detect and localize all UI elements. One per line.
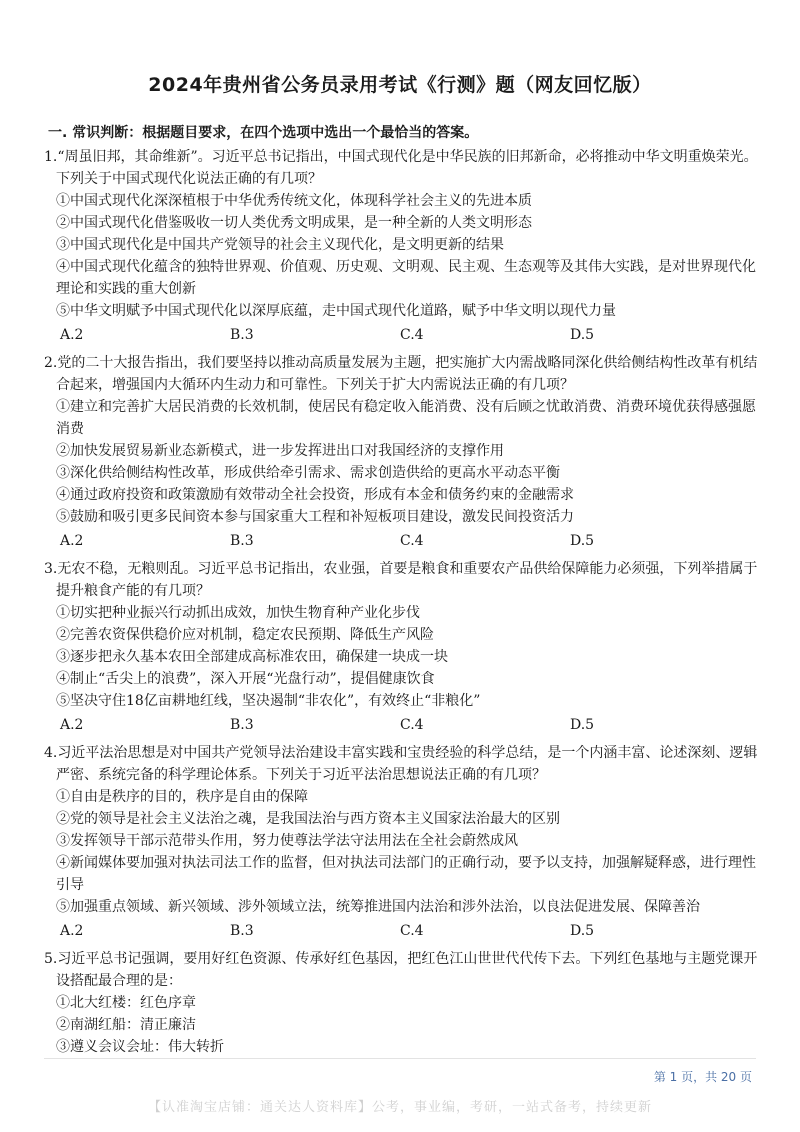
- statement-item: ④新闻媒体要加强对执法司法工作的监督，但对执法司法部门的正确行动，要予以支持，加强解疑释惑，进行理性引导: [56, 855, 756, 893]
- statement-item: ③中国式现代化是中国共产党领导的社会主义现代化，是文明更新的结果: [56, 237, 504, 253]
- statement-item: ①切实把种业振兴行动抓出成效，加快生物育种产业化步伐: [56, 605, 420, 621]
- page-indicator: 第 1 页，共 20 页: [653, 1070, 752, 1084]
- choice-a: A.2: [60, 327, 84, 343]
- statement-item: ①北大红楼：红色序章: [56, 995, 196, 1011]
- statement-item: ③深化供给侧结构性改革，形成供给牵引需求、需求创造供给的更高水平动态平衡: [56, 465, 560, 481]
- choice-b: B.3: [230, 533, 254, 549]
- choice-c: C.4: [400, 533, 424, 549]
- section-heading: 一. 常识判断：根据题目要求，在四个选项中选出一个最恰当的答案。: [48, 125, 479, 141]
- choice-a: A.2: [60, 717, 84, 733]
- choice-c: C.4: [400, 327, 424, 343]
- choice-a: A.2: [60, 923, 84, 939]
- question-2: [44, 352, 766, 552]
- choice-a: A.2: [60, 533, 84, 549]
- question-stem: 1.“周虽旧邦，其命维新”。习近平总书记指出，中国式现代化是中华民族的旧邦新命，必将推动中华文明重焕荣光。下列关于中国式现代化说法正确的有几项？: [44, 149, 758, 187]
- choice-c: C.4: [400, 923, 424, 939]
- statement-item: ③逐步把永久基本农田全部建成高标准农田，确保建一块成一块: [56, 649, 448, 665]
- question-stem: 2.党的二十大报告指出，我们要坚持以推动高质量发展为主题，把实施扩大内需战略同深化供给侧结构性改革有机结合起来，增强国内大循环内生动力和可靠性。下列关于扩大内需说法正确的有几项？: [44, 355, 758, 393]
- statement-item: ④中国式现代化蕴含的独特世界观、价值观、历史观、文明观、民主观、生态观等及其伟大实践，是对世界现代化理论和实践的重大创新: [56, 259, 756, 297]
- document-title: 2024年贵州省公务员录用考试《行测》题（网友回忆版）: [148, 74, 652, 96]
- choice-d: D.5: [570, 717, 595, 733]
- question-4: [44, 742, 766, 942]
- footer-divider: [44, 1058, 756, 1059]
- answer-choices: [44, 530, 766, 552]
- statement-item: ①中国式现代化深深植根于中华优秀传统文化，体现科学社会主义的先进本质: [56, 193, 532, 209]
- statement-item: ④制止“舌尖上的浪费”，深入开展“光盘行动”，提倡健康饮食: [56, 671, 435, 687]
- question-stem: 5.习近平总书记强调，要用好红色资源、传承好红色基因，把红色江山世世代代传下去。下列红色基地与主题党课开设搭配最合理的是：: [44, 951, 758, 989]
- statement-item: ①自由是秩序的目的，秩序是自由的保障: [56, 789, 308, 805]
- choice-d: D.5: [570, 923, 595, 939]
- statement-item: ⑤鼓励和吸引更多民间资本参与国家重大工程和补短板项目建设，激发民间投资活力: [56, 509, 574, 525]
- question-stem: 3.无农不稳，无粮则乱。习近平总书记指出，农业强，首要是粮食和重要农产品供给保障能力必须强，下列举措属于提升粮食产能的有几项？: [44, 561, 758, 599]
- statement-item: ⑤坚决守住18亿亩耕地红线，坚决遏制“非农化”，有效终止“非粮化”: [56, 693, 481, 709]
- statement-item: ③遵义会议会址：伟大转折: [56, 1039, 224, 1055]
- statement-item: ②完善农资保供稳价应对机制，稳定农民预期、降低生产风险: [56, 627, 434, 643]
- watermark-text: 【认准淘宝店铺：通关达人资料库】公考，事业编，考研，一站式备考，持续更新: [147, 1100, 652, 1115]
- choice-d: D.5: [570, 327, 595, 343]
- statement-item: ③发挥领导干部示范带头作用，努力使尊法学法守法用法在全社会蔚然成风: [56, 833, 518, 849]
- question-5: [44, 948, 766, 1058]
- statement-item: ④通过政府投资和政策激励有效带动全社会投资，形成有本金和债务约束的金融需求: [56, 487, 574, 503]
- question-list: [44, 146, 766, 1064]
- question-stem: 4.习近平法治思想是对中国共产党领导法治建设丰富实践和宝贵经验的科学总结，是一个内涵丰富、论述深刻、逻辑严密、系统完备的科学理论体系。下列关于习近平法治思想说法正确的有几项？: [44, 745, 758, 783]
- statement-item: ②南湖红船：清正廉洁: [56, 1017, 196, 1033]
- statement-item: ⑤中华文明赋予中国式现代化以深厚底蕴，走中国式现代化道路，赋予中华文明以现代力量: [56, 303, 616, 319]
- choice-b: B.3: [230, 717, 254, 733]
- choice-b: B.3: [230, 327, 254, 343]
- answer-choices: [44, 324, 766, 346]
- choice-d: D.5: [570, 533, 595, 549]
- statement-item: ②党的领导是社会主义法治之魂，是我国法治与西方资本主义国家法治最大的区别: [56, 811, 560, 827]
- choice-c: C.4: [400, 717, 424, 733]
- answer-choices: [44, 920, 766, 942]
- question-3: [44, 558, 766, 736]
- statement-item: ②中国式现代化借鉴吸收一切人类优秀文明成果，是一种全新的人类文明形态: [56, 215, 532, 231]
- statement-item: ⑤加强重点领域、新兴领域、涉外领域立法，统筹推进国内法治和涉外法治，以良法促进发展、保障善治: [56, 899, 700, 915]
- question-1: [44, 146, 766, 346]
- choice-b: B.3: [230, 923, 254, 939]
- answer-choices: [44, 714, 766, 736]
- statement-item: ①建立和完善扩大居民消费的长效机制，使居民有稳定收入能消费、没有后顾之忧敢消费、消费环境优获得感强愿消费: [56, 399, 756, 437]
- statement-item: ②加快发展贸易新业态新模式，进一步发挥进出口对我国经济的支撑作用: [56, 443, 504, 459]
